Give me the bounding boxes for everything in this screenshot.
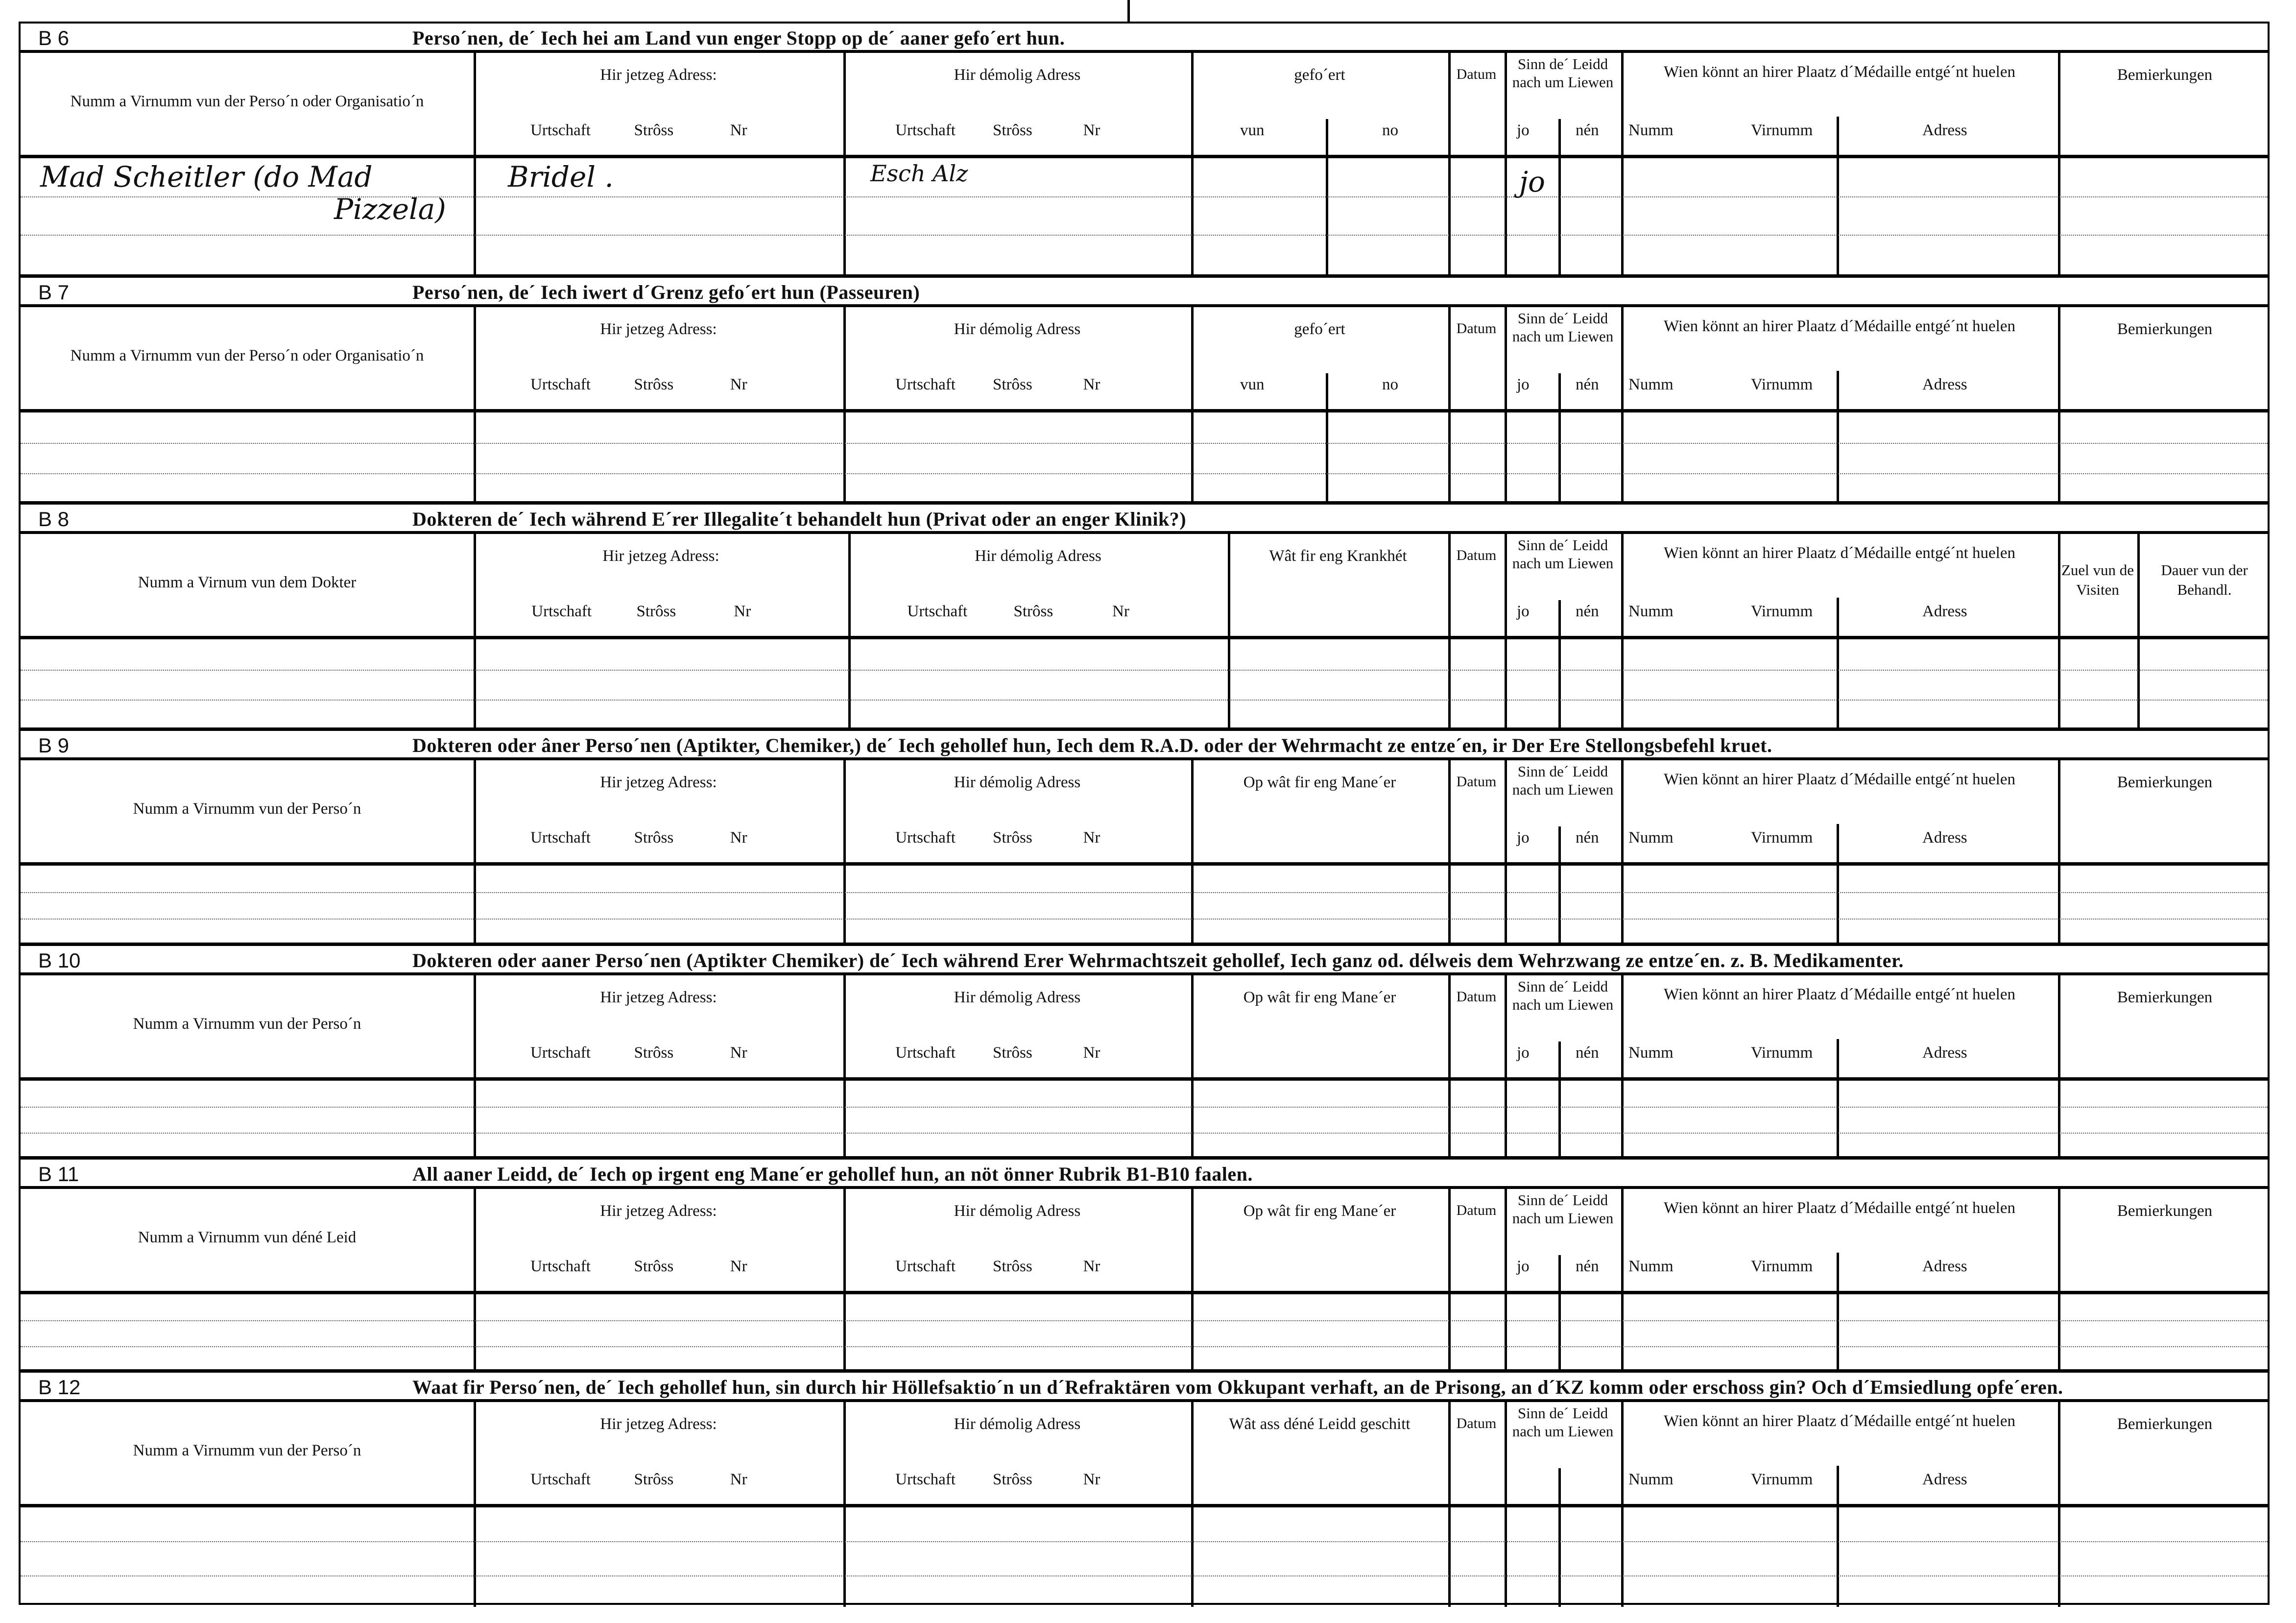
current-address-sub-0: Urtschaft xyxy=(530,376,591,393)
entry-line xyxy=(21,473,2268,474)
former-address-sub-0: Urtschaft xyxy=(895,1471,956,1488)
column-divider xyxy=(1505,639,1507,727)
column-divider xyxy=(1621,1402,1624,1504)
entry-rows[interactable] xyxy=(21,1081,2268,1156)
alive-header: Sinn de´ Leidd nach um Liewen xyxy=(1512,1191,1614,1227)
name-column-header: Numm a Virnumm vun der Perso´n oder Organisatio´n xyxy=(70,93,424,110)
entry-line xyxy=(21,1346,2268,1347)
former-address-sub-0: Urtschaft xyxy=(895,829,956,847)
current-address-sub-2: Nr xyxy=(730,1258,747,1275)
no-sub: nén xyxy=(1576,603,1599,620)
column-divider xyxy=(1621,1294,1624,1369)
section-title-bar xyxy=(21,1373,2268,1402)
sub-divider xyxy=(1558,412,1561,501)
sub-divider xyxy=(1558,119,1561,155)
sub-divider xyxy=(1837,371,1839,409)
column-divider xyxy=(843,1294,846,1369)
column-divider xyxy=(843,1081,846,1156)
former-address-sub-1: Strôss xyxy=(993,121,1032,139)
medal-sub-firstname: Virnumm xyxy=(1751,1258,1813,1275)
visits-header: Zuel vun de Visiten xyxy=(2061,561,2134,599)
medal-sub-name: Numm xyxy=(1628,376,1674,393)
column-divider xyxy=(474,158,476,274)
column-divider xyxy=(1191,866,1194,943)
duration-header: Dauer vun der Behandl. xyxy=(2161,561,2248,599)
from-sub: vun xyxy=(1240,121,1265,139)
sub-divider xyxy=(1558,1042,1561,1077)
column-divider xyxy=(1621,1507,1624,1607)
former-address-sub-1: Strôss xyxy=(993,1258,1032,1275)
former-address-sub-2: Nr xyxy=(1083,121,1100,139)
sub-divider xyxy=(1837,1039,1839,1077)
section-code: B 11 xyxy=(38,1163,79,1186)
datum-header: Datum xyxy=(1456,547,1497,563)
third-column-header: gefo´ert xyxy=(1294,66,1345,84)
yes-sub: jo xyxy=(1517,1258,1530,1275)
datum-header: Datum xyxy=(1456,1202,1497,1218)
column-divider xyxy=(1228,639,1230,727)
former-address-header: Hir démolig Adress xyxy=(954,66,1081,84)
current-address-sub-0: Urtschaft xyxy=(530,829,591,847)
section-header xyxy=(21,760,2268,866)
name-column-header: Numm a Virnumm vun der Perso´n xyxy=(133,1015,361,1033)
entry-line xyxy=(21,919,2268,920)
column-divider xyxy=(1448,866,1451,943)
current-address-sub-1: Strôss xyxy=(634,1471,674,1488)
column-divider xyxy=(2058,1507,2060,1607)
current-address-sub-1: Strôss xyxy=(636,603,676,620)
column-divider xyxy=(1621,760,1624,862)
remarks-header: Bemierkungen xyxy=(2117,320,2213,338)
medal-header: Wien könnt an hirer Plaatz d´Médaille entgé´nt huelen xyxy=(1664,317,2015,335)
column-divider xyxy=(843,1507,846,1607)
current-address-sub-1: Strôss xyxy=(634,1044,674,1062)
medal-header: Wien könnt an hirer Plaatz d´Médaille entgé´nt huelen xyxy=(1664,771,2015,788)
no-sub: nén xyxy=(1576,376,1599,393)
column-divider xyxy=(1505,1081,1507,1156)
sub-divider xyxy=(1558,826,1561,862)
section-title-bar xyxy=(21,731,2268,760)
former-address-sub-1: Strôss xyxy=(993,829,1032,847)
alive-header: Sinn de´ Leidd nach um Liewen xyxy=(1512,536,1614,572)
former-address-header: Hir démolig Adress xyxy=(975,547,1101,565)
handwritten-name-cont: Pizzela) xyxy=(334,193,446,226)
medal-sub-name: Numm xyxy=(1628,121,1674,139)
former-address-sub-2: Nr xyxy=(1083,1471,1100,1488)
section-header xyxy=(21,975,2268,1081)
former-address-sub-0: Urtschaft xyxy=(895,1044,956,1062)
section-title: Perso´nen, de´ Iech hei am Land vun enger Stopp op de´ aaner gefo´ert hun. xyxy=(412,27,1065,49)
column-divider xyxy=(1505,412,1507,501)
alive-header: Sinn de´ Leidd nach um Liewen xyxy=(1512,763,1614,799)
entry-line xyxy=(21,670,2268,671)
no-sub: nén xyxy=(1576,829,1599,847)
sub-divider xyxy=(1558,1294,1561,1369)
column-divider xyxy=(1448,1294,1451,1369)
current-address-header: Hir jetzeg Adress: xyxy=(600,1415,717,1433)
name-column-header: Numm a Virnumm vun déné Leid xyxy=(138,1229,357,1246)
remarks-header: Bemierkungen xyxy=(2117,1202,2213,1220)
column-divider xyxy=(1621,534,1624,636)
medal-sub-name: Numm xyxy=(1628,1258,1674,1275)
medal-sub-firstname: Virnumm xyxy=(1751,121,1813,139)
entry-line xyxy=(21,700,2268,701)
section-title-bar xyxy=(21,946,2268,975)
third-column-header: Op wât fir eng Mane´er xyxy=(1243,774,1396,791)
entry-line xyxy=(21,1575,2268,1576)
section-title: All aaner Leidd, de´ Iech op irgent eng Mane´er gehollef hun, an nöt önner Rubrik B1-B10 faalen. xyxy=(412,1163,1253,1185)
medal-sub-firstname: Virnumm xyxy=(1751,1471,1813,1488)
section-header xyxy=(21,307,2268,412)
medal-sub-name: Numm xyxy=(1628,829,1674,847)
section-b10 xyxy=(21,943,2268,1156)
entry-rows[interactable] xyxy=(21,1507,2268,1607)
former-address-sub-2: Nr xyxy=(1083,1044,1100,1062)
column-divider xyxy=(1621,412,1624,501)
entry-line xyxy=(21,235,2268,236)
section-code: B 7 xyxy=(38,281,70,304)
remarks-header: Bemierkungen xyxy=(2117,774,2213,791)
former-address-sub-0: Urtschaft xyxy=(907,603,968,620)
column-divider xyxy=(1191,412,1194,501)
medal-sub-address: Adress xyxy=(1922,1471,1967,1488)
column-divider xyxy=(1621,1189,1624,1291)
handwritten-current-address: Bridel . xyxy=(508,160,614,194)
column-divider xyxy=(2058,158,2060,274)
former-address-header: Hir démolig Adress xyxy=(954,1415,1081,1433)
column-divider xyxy=(1621,307,1624,409)
sub-divider xyxy=(1837,1253,1839,1291)
section-b8 xyxy=(21,501,2268,727)
section-title-bar xyxy=(21,278,2268,307)
sub-divider xyxy=(1837,639,1839,727)
entry-line xyxy=(21,443,2268,444)
entry-line xyxy=(21,1541,2268,1542)
sub-divider xyxy=(1837,117,1839,155)
column-divider xyxy=(1505,1294,1507,1369)
sub-divider xyxy=(1837,412,1839,501)
section-header xyxy=(21,1189,2268,1294)
sub-divider xyxy=(1558,600,1561,636)
former-address-sub-2: Nr xyxy=(1083,376,1100,393)
former-address-sub-1: Strôss xyxy=(993,1044,1032,1062)
section-header xyxy=(21,53,2268,158)
section-title-bar xyxy=(21,505,2268,534)
section-code: B 10 xyxy=(38,949,81,972)
yes-sub: jo xyxy=(1517,603,1530,620)
sub-divider xyxy=(1558,639,1561,727)
column-divider xyxy=(843,158,846,274)
column-divider xyxy=(1621,866,1624,943)
former-address-sub-2: Nr xyxy=(1112,603,1129,620)
current-address-sub-2: Nr xyxy=(730,121,747,139)
former-address-sub-1: Strôss xyxy=(993,376,1032,393)
column-divider xyxy=(1191,1081,1194,1156)
datum-header: Datum xyxy=(1456,320,1497,337)
to-sub: no xyxy=(1382,376,1398,393)
column-divider xyxy=(2137,639,2140,727)
current-address-sub-1: Strôss xyxy=(634,376,674,393)
no-sub: nén xyxy=(1576,1044,1599,1062)
from-sub: vun xyxy=(1240,376,1265,393)
handwritten-name: Mad Scheitler (do Mad xyxy=(40,160,373,194)
yes-sub: jo xyxy=(1517,829,1530,847)
medal-sub-firstname: Virnumm xyxy=(1751,376,1813,393)
former-address-sub-1: Strôss xyxy=(1013,603,1053,620)
name-column-header: Numm a Virnumm vun der Perso´n xyxy=(133,800,361,818)
column-divider xyxy=(1448,412,1451,501)
column-divider xyxy=(843,412,846,501)
yes-sub: jo xyxy=(1517,121,1530,139)
current-address-sub-2: Nr xyxy=(730,829,747,847)
sub-divider xyxy=(1326,412,1328,501)
current-address-sub-0: Urtschaft xyxy=(530,121,591,139)
section-title-bar xyxy=(21,24,2268,53)
alive-header: Sinn de´ Leidd nach um Liewen xyxy=(1512,978,1614,1014)
third-column-header: Op wât fir eng Mane´er xyxy=(1243,1202,1396,1220)
sub-divider xyxy=(1837,1294,1839,1369)
former-address-sub-0: Urtschaft xyxy=(895,376,956,393)
name-column-header: Numm a Virnumm vun der Perso´n xyxy=(133,1442,361,1459)
alive-header: Sinn de´ Leidd nach um Liewen xyxy=(1512,310,1614,345)
current-address-sub-1: Strôss xyxy=(634,829,674,847)
entry-rows[interactable] xyxy=(21,158,2268,274)
sub-divider xyxy=(1558,1507,1561,1607)
medal-header: Wien könnt an hirer Plaatz d´Médaille entgé´nt huelen xyxy=(1664,544,2015,562)
current-address-sub-0: Urtschaft xyxy=(531,603,592,620)
remarks-header: Bemierkungen xyxy=(2117,989,2213,1006)
entry-line xyxy=(21,1107,2268,1108)
former-address-sub-0: Urtschaft xyxy=(895,1258,956,1275)
section-b7 xyxy=(21,274,2268,501)
entry-rows[interactable] xyxy=(21,639,2268,727)
no-sub: nén xyxy=(1576,1258,1599,1275)
yes-sub: jo xyxy=(1517,1044,1530,1062)
entry-rows[interactable] xyxy=(21,866,2268,943)
column-divider xyxy=(2058,1294,2060,1369)
datum-header: Datum xyxy=(1456,66,1497,82)
current-address-header: Hir jetzeg Adress: xyxy=(600,989,717,1006)
current-address-header: Hir jetzeg Adress: xyxy=(600,66,717,84)
former-address-header: Hir démolig Adress xyxy=(954,320,1081,338)
medal-sub-address: Adress xyxy=(1922,1044,1967,1062)
sub-divider xyxy=(1837,598,1839,636)
sub-divider xyxy=(1326,373,1328,409)
column-divider xyxy=(474,866,476,943)
entry-line xyxy=(21,892,2268,893)
name-column-header: Numm a Virnumm vun der Perso´n oder Organisatio´n xyxy=(70,347,424,364)
medal-sub-name: Numm xyxy=(1628,1471,1674,1488)
datum-header: Datum xyxy=(1456,1415,1497,1431)
column-divider xyxy=(474,1507,476,1607)
former-address-header: Hir démolig Adress xyxy=(954,774,1081,791)
medal-sub-firstname: Virnumm xyxy=(1751,1044,1813,1062)
yes-sub: jo xyxy=(1517,376,1530,393)
medal-header: Wien könnt an hirer Plaatz d´Médaille entgé´nt huelen xyxy=(1664,1199,2015,1217)
medal-sub-firstname: Virnumm xyxy=(1751,829,1813,847)
column-divider xyxy=(1505,866,1507,943)
column-divider xyxy=(2058,412,2060,501)
former-address-sub-2: Nr xyxy=(1083,1258,1100,1275)
section-code: B 6 xyxy=(38,26,70,49)
sub-divider xyxy=(1837,1466,1839,1504)
column-divider xyxy=(2058,1081,2060,1156)
medal-sub-name: Numm xyxy=(1628,1044,1674,1062)
handwritten-former-address: Esch Alz xyxy=(870,160,968,187)
medal-sub-name: Numm xyxy=(1628,603,1674,620)
column-divider xyxy=(1505,158,1507,274)
column-divider xyxy=(474,1294,476,1369)
current-address-header: Hir jetzeg Adress: xyxy=(600,774,717,791)
to-sub: no xyxy=(1382,121,1398,139)
sub-divider xyxy=(1558,158,1561,274)
section-title: Waat fir Perso´nen, de´ Iech gehollef hun, sin durch hir Höllefsaktio´n un d´Refraktären vom Okkupant verhaft, an de Prisong, an d´KZ komm oder erschoss gin? Och d´Emsiedlung opfe´eren. xyxy=(412,1376,2063,1398)
sub-divider xyxy=(1558,1081,1561,1156)
section-code: B 12 xyxy=(38,1376,81,1399)
name-column-header: Numm a Virnum vun dem Dokter xyxy=(138,574,357,591)
sub-divider xyxy=(1837,824,1839,862)
entry-rows[interactable] xyxy=(21,412,2268,501)
medal-header: Wien könnt an hirer Plaatz d´Médaille entgé´nt huelen xyxy=(1664,63,2015,81)
section-title: Dokteren de´ Iech während E´rer Illegalite´t behandelt hun (Privat oder an enger Klinik?) xyxy=(412,508,1187,530)
former-address-sub-2: Nr xyxy=(1083,829,1100,847)
remarks-header: Bemierkungen xyxy=(2117,66,2213,84)
datum-header: Datum xyxy=(1456,989,1497,1005)
column-divider xyxy=(1448,158,1451,274)
entry-line xyxy=(21,1133,2268,1134)
alive-header: Sinn de´ Leidd nach um Liewen xyxy=(1512,55,1614,91)
sub-divider xyxy=(1837,1507,1839,1607)
form-sheet xyxy=(19,22,2270,1605)
section-title-bar xyxy=(21,1160,2268,1189)
column-divider xyxy=(1448,1081,1451,1156)
column-divider xyxy=(1191,158,1194,274)
third-column-header: Wât ass déné Leidd geschitt xyxy=(1229,1415,1411,1433)
current-address-sub-0: Urtschaft xyxy=(530,1471,591,1488)
column-divider xyxy=(2058,639,2060,727)
section-title: Dokteren oder aaner Perso´nen (Aptikter Chemiker) de´ Iech während Erer Wehrmachtszeit gehollef, Iech ganz od. délweis dem Wehrzwang ze entze´en. z. B. Medikamenter. xyxy=(412,949,1904,971)
column-divider xyxy=(1448,1507,1451,1607)
current-address-sub-1: Strôss xyxy=(634,1258,674,1275)
sub-divider xyxy=(1326,119,1328,155)
alive-header: Sinn de´ Leidd nach um Liewen xyxy=(1512,1405,1614,1440)
medal-sub-address: Adress xyxy=(1922,603,1967,620)
column-divider xyxy=(1621,1081,1624,1156)
column-divider xyxy=(474,412,476,501)
sub-divider xyxy=(1558,373,1561,409)
current-address-sub-0: Urtschaft xyxy=(530,1258,591,1275)
third-column-header: gefo´ert xyxy=(1294,320,1345,338)
column-divider xyxy=(2058,866,2060,943)
third-column-header: Op wât fir eng Mane´er xyxy=(1243,989,1396,1006)
sub-divider xyxy=(1837,1081,1839,1156)
section-b6 xyxy=(21,24,2268,274)
medal-sub-address: Adress xyxy=(1922,121,1967,139)
section-title: Dokteren oder âner Perso´nen (Aptikter, Chemiker,) de´ Iech gehollef hun, Iech dem R.A.D. oder der Wehrmacht ze entze´en, ir Der Ere Stellongsbefehl kruet. xyxy=(412,734,1772,756)
sub-divider xyxy=(1558,1255,1561,1291)
medal-sub-address: Adress xyxy=(1922,376,1967,393)
former-address-sub-0: Urtschaft xyxy=(895,121,956,139)
medal-header: Wien könnt an hirer Plaatz d´Médaille entgé´nt huelen xyxy=(1664,1412,2015,1430)
column-divider xyxy=(1191,1507,1194,1607)
column-divider xyxy=(1505,1507,1507,1607)
column-divider xyxy=(848,639,851,727)
sub-divider xyxy=(1558,1468,1561,1504)
column-divider xyxy=(843,866,846,943)
remarks-header: Bemierkungen xyxy=(2117,1415,2213,1433)
third-column-header: Wât fir eng Krankhét xyxy=(1269,547,1407,565)
sub-divider xyxy=(1326,158,1328,274)
entry-line xyxy=(21,1320,2268,1321)
section-header xyxy=(21,534,2268,639)
former-address-sub-1: Strôss xyxy=(993,1471,1032,1488)
section-code: B 8 xyxy=(38,508,70,531)
current-address-sub-1: Strôss xyxy=(634,121,674,139)
medal-header: Wien könnt an hirer Plaatz d´Médaille entgé´nt huelen xyxy=(1664,986,2015,1003)
current-address-sub-2: Nr xyxy=(730,1471,747,1488)
medal-sub-address: Adress xyxy=(1922,1258,1967,1275)
no-sub: nén xyxy=(1576,121,1599,139)
datum-header: Datum xyxy=(1456,774,1497,790)
column-divider xyxy=(1448,639,1451,727)
medal-sub-firstname: Virnumm xyxy=(1751,603,1813,620)
section-title: Perso´nen, de´ Iech iwert d´Grenz gefo´ert hun (Passeuren) xyxy=(412,281,920,303)
current-address-header: Hir jetzeg Adress: xyxy=(600,1202,717,1220)
column-divider xyxy=(1621,53,1624,155)
column-divider xyxy=(1621,639,1624,727)
medal-sub-address: Adress xyxy=(1922,829,1967,847)
current-address-sub-2: Nr xyxy=(730,1044,747,1062)
former-address-header: Hir démolig Adress xyxy=(954,989,1081,1006)
column-divider xyxy=(1621,975,1624,1077)
entry-rows[interactable] xyxy=(21,1294,2268,1369)
current-address-header: Hir jetzeg Adress: xyxy=(602,547,719,565)
current-address-sub-0: Urtschaft xyxy=(530,1044,591,1062)
current-address-header: Hir jetzeg Adress: xyxy=(600,320,717,338)
former-address-header: Hir démolig Adress xyxy=(954,1202,1081,1220)
current-address-sub-2: Nr xyxy=(734,603,751,620)
current-address-sub-2: Nr xyxy=(730,376,747,393)
sub-divider xyxy=(1837,158,1839,274)
column-divider xyxy=(474,639,476,727)
section-code: B 9 xyxy=(38,734,70,757)
column-divider xyxy=(1191,1294,1194,1369)
handwritten-yes: jo xyxy=(1519,165,1545,198)
section-b11 xyxy=(21,1156,2268,1369)
sub-divider xyxy=(1558,866,1561,943)
section-header xyxy=(21,1402,2268,1507)
column-divider xyxy=(474,1081,476,1156)
section-b9 xyxy=(21,727,2268,943)
top-center-mark xyxy=(1127,0,1130,24)
sub-divider xyxy=(1837,866,1839,943)
column-divider xyxy=(1621,158,1624,274)
section-b12 xyxy=(21,1369,2268,1607)
